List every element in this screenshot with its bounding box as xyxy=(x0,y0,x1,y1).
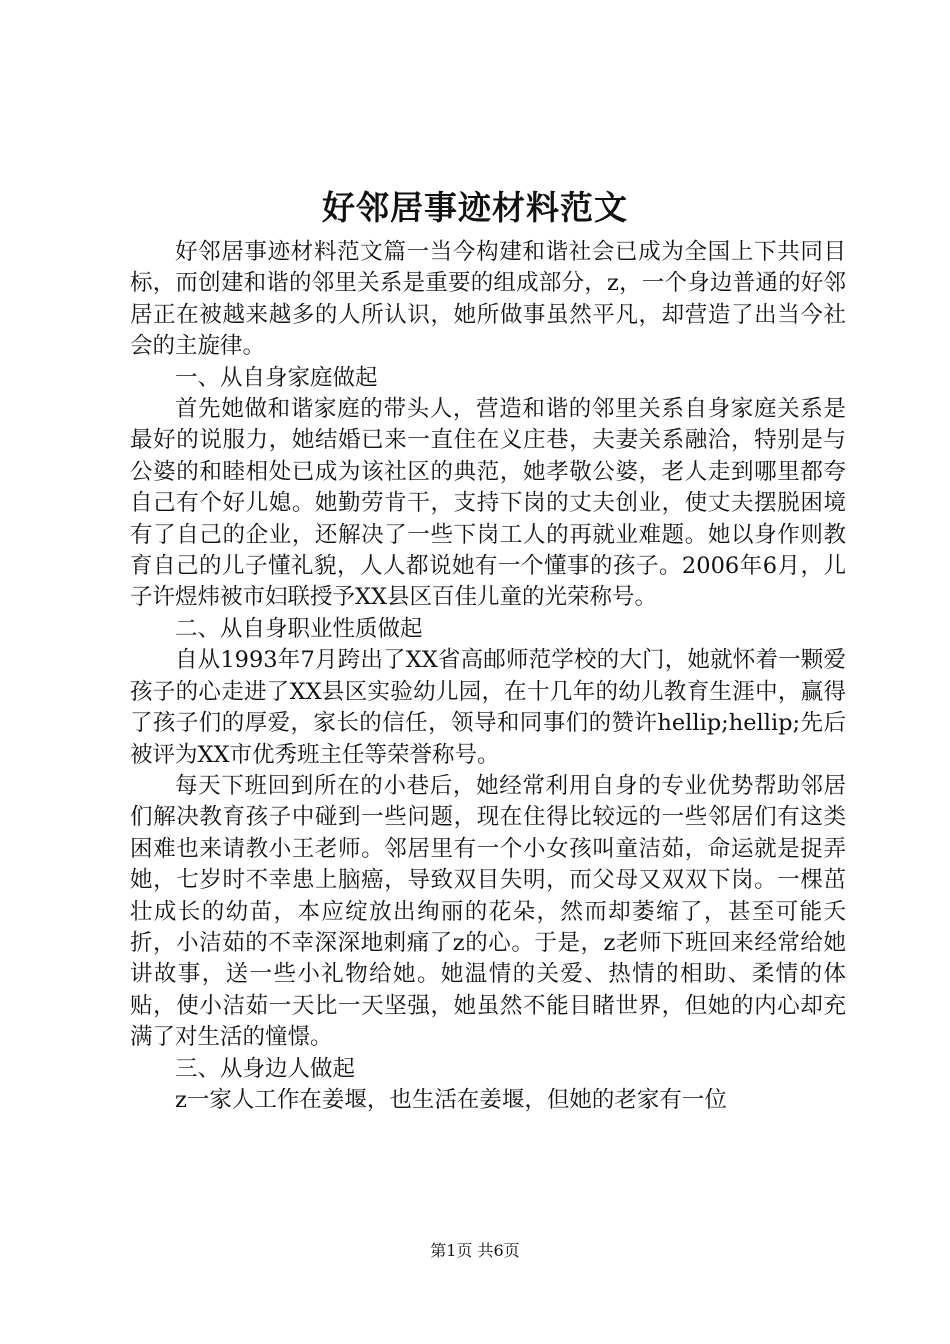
section-heading-2: 二、从自身职业性质做起 xyxy=(175,615,423,642)
paragraph-career: 自从1993年7月跨出了XX省高邮师范学校的大门，她就怀着一颗爱孩子的心走进了XX县区实验幼儿园，在十几年的幼儿教育生涯中，赢得了孩子们的厚爱，家长的信任，领导和同事们的赞许hellip;hellip;先后被评为XX市优秀班主任等荣誉称号。 xyxy=(130,647,846,768)
document-title: 好邻居事迹材料范文 xyxy=(322,188,628,227)
paragraph-family: 首先她做和谐家庭的带头人，营造和谐的邻里关系自身家庭关系是最好的说服力，她结婚已来一直住在义庄巷，夫妻关系融洽，特别是与公婆的和睦相处已成为该社区的典范，她孝敬公婆，老人走到哪里都夸自己有个好儿媳。她勤劳肯干，支持下岗的丈夫创业，使丈夫摆脱困境有了自己的企业，还解决了一些下岗工人的再就业难题。她以身作则教育自己的儿子懂礼貌，人人都说她有一个懂事的孩子。2006年6月，儿子许煜炜被市妇联授予XX县区百佳儿童的光荣称号。 xyxy=(130,396,846,611)
page-number: 第1页 共6页 xyxy=(430,1241,520,1260)
paragraph-neighbors: 每天下班回到所在的小巷后，她经常利用自身的专业优势帮助邻居们解决教育孩子中碰到一些问题，现在住得比较远的一些邻居们有这类困难也来请教小王老师。邻居里有一个小女孩叫童洁茹，命运就是捉弄她，七岁时不幸患上脑癌，导致双目失明，而父母又双双下岗。一棵茁壮成长的幼苗，本应绽放出绚丽的花朵，然而却萎缩了，甚至可能夭折，小洁茹的不幸深深地刺痛了z的心。于是，z老师下班回来经常给她讲故事，送一些小礼物给她。她温情的关爱、热情的相助、柔情的体贴，使小洁茹一天比一天坚强，她虽然不能目睹世界，但她的内心却充满了对生活的憧憬。 xyxy=(130,772,846,1051)
document-body xyxy=(130,237,846,1116)
section-heading-1: 一、从自身家庭做起 xyxy=(175,364,378,391)
paragraph-intro: 好邻居事迹材料范文篇一当今构建和谐社会已成为全国上下共同目标，而创建和谐的邻里关系是重要的组成部分，z，一个身边普通的好邻居正在被越来越多的人所认识，她所做事虽然平凡，却营造了出当今社会的主旋律。 xyxy=(130,239,846,360)
section-heading-3: 三、从身边人做起 xyxy=(175,1055,356,1082)
paragraph-people: z一家人工作在姜堰，也生活在姜堰，但她的老家有一位 xyxy=(175,1086,727,1113)
